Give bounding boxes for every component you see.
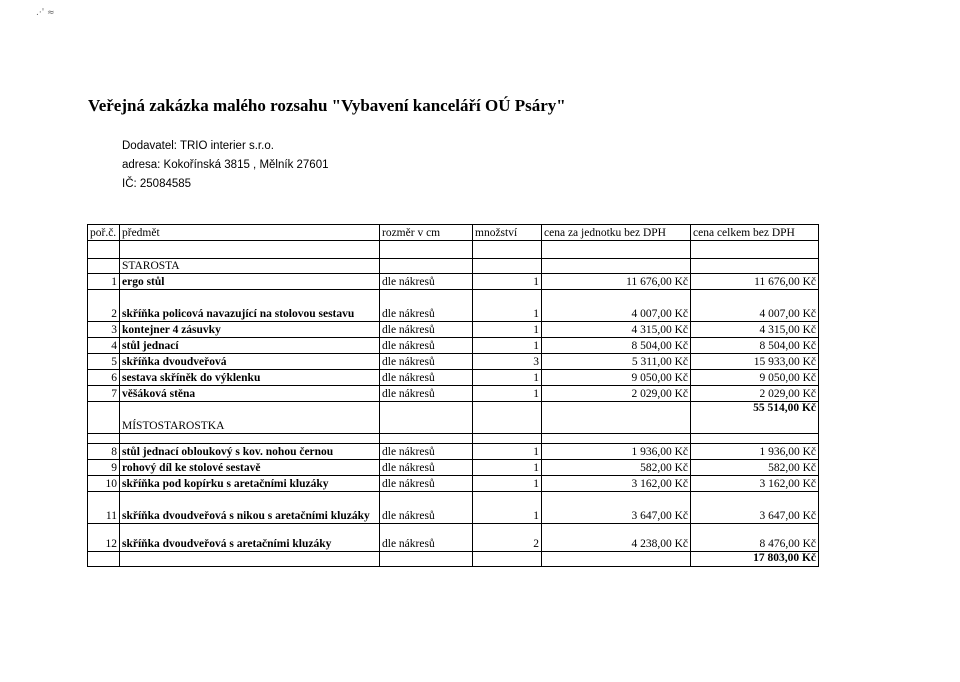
item-size: dle nákresů: [380, 460, 473, 476]
empty-cell: [380, 241, 473, 259]
table-row: [88, 370, 819, 386]
empty-cell: [542, 552, 691, 567]
item-quantity: 1: [473, 444, 542, 460]
item-total-price: 4 007,00 Kč: [691, 290, 819, 322]
item-total-price: 4 315,00 Kč: [691, 322, 819, 338]
empty-cell: [88, 552, 120, 567]
table-row: [88, 524, 819, 552]
empty-cell: [691, 434, 819, 444]
item-size: dle nákresů: [380, 524, 473, 552]
section-title: MÍSTOSTAROSTKA: [120, 402, 380, 434]
item-size: dle nákresů: [380, 370, 473, 386]
item-unit-price: 4 007,00 Kč: [542, 290, 691, 322]
item-quantity: 1: [473, 322, 542, 338]
row-number: 4: [88, 338, 120, 354]
empty-cell: [691, 241, 819, 259]
row-number: 3: [88, 322, 120, 338]
item-size: dle nákresů: [380, 290, 473, 322]
row-number: 8: [88, 444, 120, 460]
empty-cell: [473, 241, 542, 259]
empty-cell: [120, 434, 380, 444]
table-body: [88, 241, 819, 567]
empty-cell: [88, 402, 120, 434]
item-unit-price: 1 936,00 Kč: [542, 444, 691, 460]
spacer-row: [88, 434, 819, 444]
item-unit-price: 4 315,00 Kč: [542, 322, 691, 338]
item-total-price: 3 162,00 Kč: [691, 476, 819, 492]
table-row: [88, 460, 819, 476]
item-total-price: 8 476,00 Kč: [691, 524, 819, 552]
table-row: [88, 386, 819, 402]
item-total-price: 582,00 Kč: [691, 460, 819, 476]
header-total-price: cena celkem bez DPH: [691, 225, 819, 241]
header-size: rozměr v cm: [380, 225, 473, 241]
empty-cell: [120, 552, 380, 567]
item-size: dle nákresů: [380, 338, 473, 354]
corner-scan-mark: .·' ≈: [36, 8, 55, 18]
empty-cell: [380, 434, 473, 444]
item-name: ergo stůl: [120, 274, 380, 290]
item-unit-price: 9 050,00 Kč: [542, 370, 691, 386]
row-number: 9: [88, 460, 120, 476]
item-unit-price: 4 238,00 Kč: [542, 524, 691, 552]
row-number: 5: [88, 354, 120, 370]
item-quantity: 1: [473, 460, 542, 476]
item-name: skříňka dvoudveřová s nikou s aretačními kluzáky: [120, 492, 380, 524]
table-row: [88, 322, 819, 338]
supplier-address: adresa: Kokořínská 3815 , Mělník 27601: [122, 159, 329, 171]
item-unit-price: 3 647,00 Kč: [542, 492, 691, 524]
price-table: [87, 224, 819, 567]
item-name: skříňka dvoudveřová: [120, 354, 380, 370]
empty-cell: [380, 259, 473, 274]
row-number: 10: [88, 476, 120, 492]
table-row: [88, 274, 819, 290]
table-header-row: [88, 225, 819, 241]
row-number: 1: [88, 274, 120, 290]
item-total-price: 8 504,00 Kč: [691, 338, 819, 354]
item-size: dle nákresů: [380, 274, 473, 290]
header-unit-price: cena za jednotku bez DPH: [542, 225, 691, 241]
supplier-name: Dodavatel: TRIO interier s.r.o.: [122, 140, 274, 152]
table-row: [88, 444, 819, 460]
item-name: skříňka pod kopírku s aretačními kluzáky: [120, 476, 380, 492]
empty-cell: [473, 434, 542, 444]
section-subtotal: 17 803,00 Kč: [691, 552, 819, 567]
item-quantity: 1: [473, 386, 542, 402]
item-size: dle nákresů: [380, 322, 473, 338]
header-no: poř.č.: [88, 225, 120, 241]
empty-cell: [473, 402, 542, 434]
item-quantity: 1: [473, 338, 542, 354]
item-total-price: 9 050,00 Kč: [691, 370, 819, 386]
section-subtotal: 55 514,00 Kč: [691, 402, 819, 434]
table-row: [88, 338, 819, 354]
document-title: Veřejná zakázka malého rozsahu "Vybavení kanceláří OÚ Psáry": [88, 96, 566, 115]
section-title: STAROSTA: [120, 259, 380, 274]
item-name: rohový díl ke stolové sestavě: [120, 460, 380, 476]
header-item: předmět: [120, 225, 380, 241]
header-qty: množství: [473, 225, 542, 241]
item-unit-price: 11 676,00 Kč: [542, 274, 691, 290]
empty-cell: [542, 402, 691, 434]
empty-cell: [380, 402, 473, 434]
empty-cell: [473, 259, 542, 274]
section-row: [88, 259, 819, 274]
item-name: věšáková stěna: [120, 386, 380, 402]
table-row: [88, 492, 819, 524]
empty-cell: [88, 241, 120, 259]
empty-cell: [542, 241, 691, 259]
empty-cell: [691, 259, 819, 274]
table-row: [88, 476, 819, 492]
table-row: [88, 354, 819, 370]
item-size: dle nákresů: [380, 354, 473, 370]
empty-cell: [88, 434, 120, 444]
item-quantity: 1: [473, 476, 542, 492]
item-name: skříňka dvoudveřová s aretačními kluzáky: [120, 524, 380, 552]
row-number: 12: [88, 524, 120, 552]
item-name: sestava skříněk do výklenku: [120, 370, 380, 386]
empty-cell: [542, 259, 691, 274]
item-total-price: 1 936,00 Kč: [691, 444, 819, 460]
empty-cell: [380, 552, 473, 567]
item-total-price: 2 029,00 Kč: [691, 386, 819, 402]
item-quantity: 1: [473, 290, 542, 322]
subtotal-row: [88, 402, 819, 434]
item-total-price: 3 647,00 Kč: [691, 492, 819, 524]
item-unit-price: 582,00 Kč: [542, 460, 691, 476]
item-unit-price: 3 162,00 Kč: [542, 476, 691, 492]
empty-cell: [473, 552, 542, 567]
item-name: stůl jednací: [120, 338, 380, 354]
row-number: 6: [88, 370, 120, 386]
row-number: 11: [88, 492, 120, 524]
row-number: 2: [88, 290, 120, 322]
empty-cell: [88, 259, 120, 274]
supplier-ico: IČ: 25084585: [122, 178, 192, 190]
item-total-price: 11 676,00 Kč: [691, 274, 819, 290]
item-quantity: 2: [473, 524, 542, 552]
item-total-price: 15 933,00 Kč: [691, 354, 819, 370]
item-name: skříňka policová navazující na stolovou sestavu: [120, 290, 380, 322]
item-size: dle nákresů: [380, 386, 473, 402]
empty-cell: [542, 434, 691, 444]
item-unit-price: 5 311,00 Kč: [542, 354, 691, 370]
item-size: dle nákresů: [380, 444, 473, 460]
item-quantity: 1: [473, 492, 542, 524]
item-quantity: 3: [473, 354, 542, 370]
item-size: dle nákresů: [380, 492, 473, 524]
item-unit-price: 8 504,00 Kč: [542, 338, 691, 354]
empty-cell: [120, 241, 380, 259]
item-name: kontejner 4 zásuvky: [120, 322, 380, 338]
spacer-row: [88, 241, 819, 259]
item-size: dle nákresů: [380, 476, 473, 492]
item-name: stůl jednací obloukový s kov. nohou černou: [120, 444, 380, 460]
item-quantity: 1: [473, 274, 542, 290]
table-row: [88, 290, 819, 322]
row-number: 7: [88, 386, 120, 402]
item-unit-price: 2 029,00 Kč: [542, 386, 691, 402]
subtotal-row: [88, 552, 819, 567]
item-quantity: 1: [473, 370, 542, 386]
